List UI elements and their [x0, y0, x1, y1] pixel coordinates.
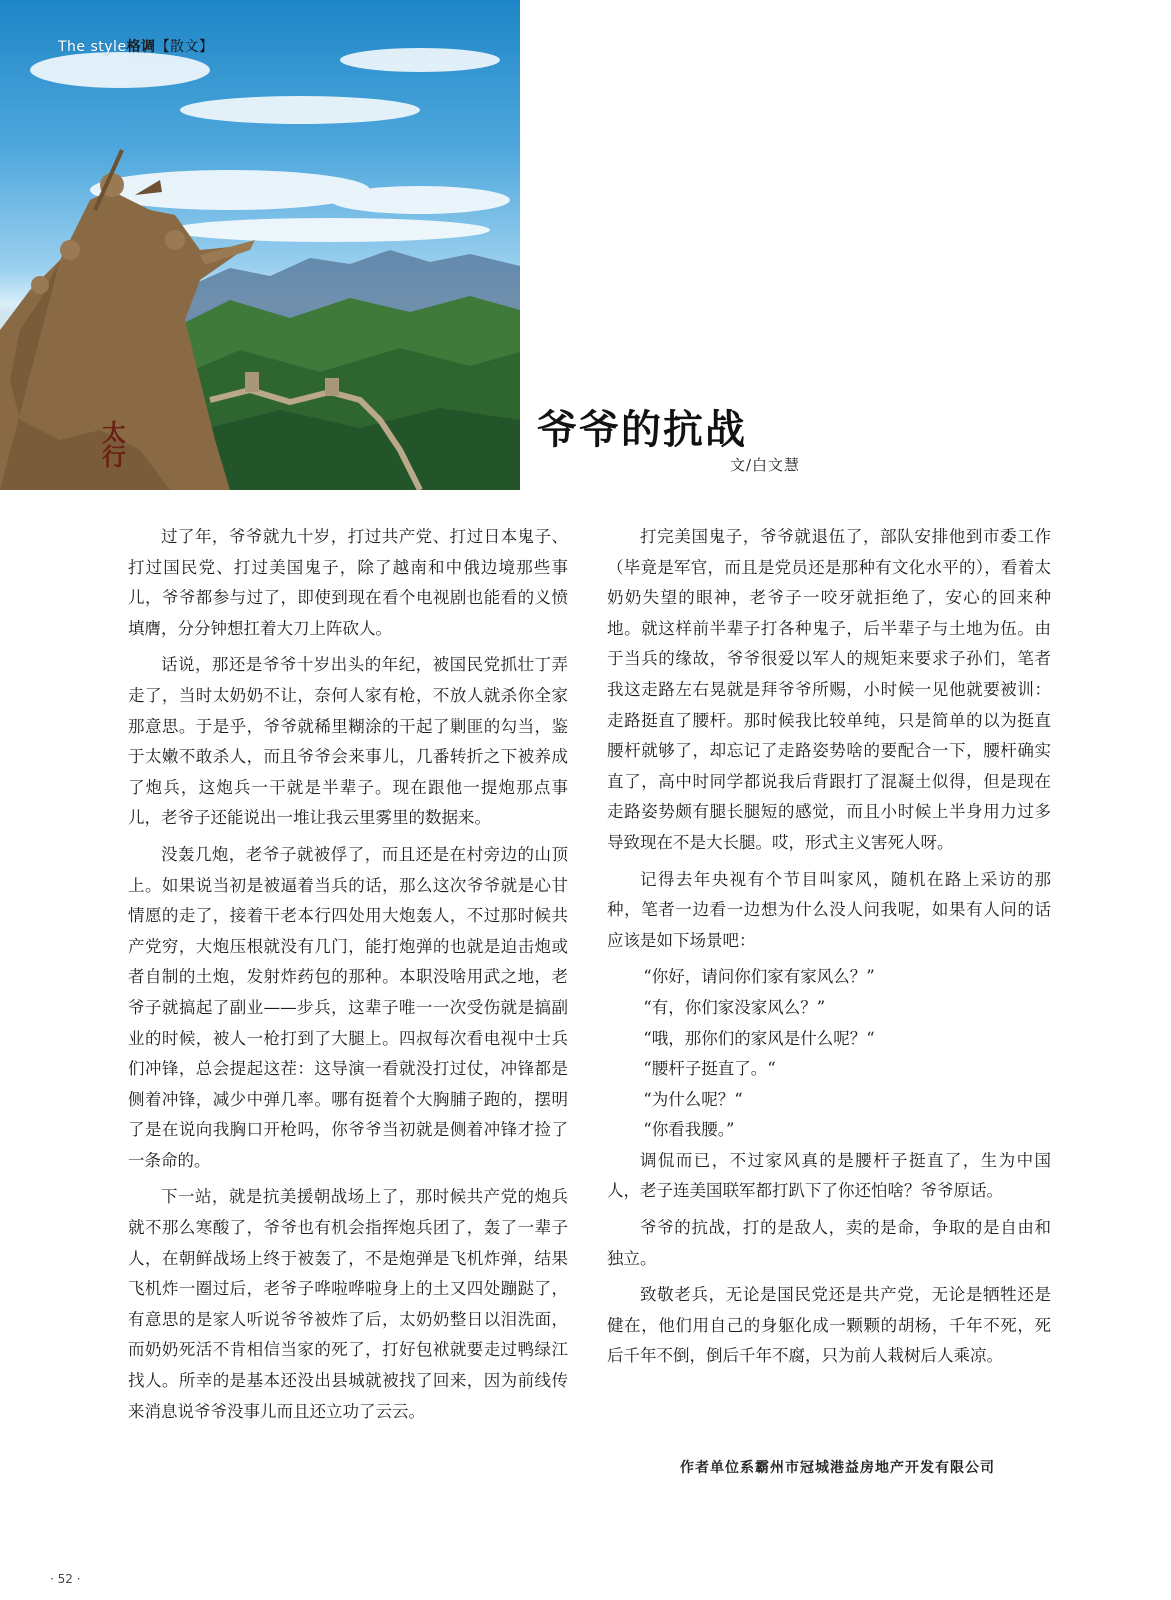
article-byline: 文/白文慧 — [730, 456, 801, 474]
dialogue-line: “有，你们家没家风么？” — [643, 997, 826, 1017]
dialogue-line: “你好，请问你们家有家风么？” — [643, 967, 875, 987]
paragraph: 话说，那还是爷爷十岁出头的年纪，被国民党抓壮丁弄走了，当时太奶奶不让，奈何人家有枪，不放人就杀你全家那意思。于是乎，爷爷就稀里糊涂的干起了剿匪的勾当，鉴于太嫩不敢杀人，而且爷爷会来事儿，几番转折之下被养成了炮兵，这炮兵一干就是半辈子。现在跟他一提炮那点事儿，老爷子还能说出一堆让我云里雾里的数据来。 — [128, 655, 568, 828]
paragraph: 致敬老兵，无论是国民党还是共产党，无论是牺牲还是健在，他们用自己的身躯化成一颗颗的胡杨，千年不死，死后千年不倒，倒后千年不腐，只为前人栽树后人乘凉。 — [607, 1285, 1051, 1366]
section-tag — [58, 36, 214, 56]
paragraph: 过了年，爷爷就九十岁，打过共产党、打过日本鬼子、打过国民党、打过美国鬼子，除了越南和中俄边境那些事儿，爷爷都参与过了，即使到现在看个电视剧也能看的义愤填膺，分分钟想扛着大刀上阵砍人。 — [128, 527, 568, 638]
paragraph: 下一站，就是抗美援朝战场上了，那时候共产党的炮兵就不那么寒酸了，爷爷也有机会指挥炮兵团了，轰了一辈子人，在朝鲜战场上终于被轰了，不是炮弹是飞机炸弹，结果飞机炸一圈过后，老爷子哗啦哗啦身上的土又四处蹦跶了，有意思的是家人听说爷爷被炸了后，太奶奶整日以泪洗面，而奶奶死活不肯相信当家的死了，打好包袱就要走过鸭绿江找人。所幸的是基本还没出县城就被找了回来，因为前线传来消息说爷爷没事儿而且还立功了云云。 — [128, 1187, 568, 1421]
page-number: · 52 · — [50, 1572, 81, 1586]
dialogue-line: “你看我腰。” — [643, 1120, 735, 1140]
paragraph: 爷爷的抗战，打的是敌人，卖的是命，争取的是自由和独立。 — [607, 1218, 1051, 1268]
paragraph: 没轰几炮，老爷子就被俘了，而且还是在村旁边的山顶上。如果说当初是被逼着当兵的话，那么这次爷爷就是心甘情愿的走了，接着干老本行四处用大炮轰人，不过那时候共产党穷，大炮压根就没有几门，能打炮弹的也就是迫击炮或者自制的土炮，发射炸药包的那种。本职没啥用武之地，老爷子就搞起了副业——步兵，这辈子唯一一次受伤就是搞副业的时候，被人一枪打到了大腿上。四叔每次看电视中士兵们冲锋，总会提起这茬：这导演一看就没打过仗，冲锋都是侧着冲锋，减少中弹几率。哪有挺着个大胸脯子跑的，摆明了是在说向我胸口开枪吗，你爷爷当初就是侧着冲锋才捡了一条命的。 — [128, 844, 568, 1170]
dialogue-line: “腰杆子挺直了。“ — [643, 1059, 776, 1079]
paragraph: 调侃而已，不过家风真的是腰杆子挺直了，生为中国人，老子连美国联军都打趴下了你还怕啥？爷爷原话。 — [607, 1150, 1051, 1201]
dialogue-line: “哦，那你们的家风是什么呢？“ — [643, 1028, 875, 1048]
right-column — [607, 522, 1051, 1378]
hero-illustration — [0, 0, 520, 490]
article-title: 爷爷的抗战 — [537, 406, 747, 453]
statue-inscription: 太行 — [97, 420, 127, 468]
paragraph: 记得去年央视有个节目叫家风，随机在路上采访的那种，笔者一边看一边想为什么没人问我呢，如果有人问的话应该是如下场景吧： — [607, 869, 1051, 950]
paragraph: 打完美国鬼子，爷爷就退伍了，部队安排他到市委工作（毕竟是军官，而且是党员还是那种有文化水平的），看着太奶奶失望的眼神，老爷子一咬牙就拒绝了，安心的回来种地。就这样前半辈子打各种鬼子，后半辈子与土地为伍。由于当兵的缘故，爷爷很爱以军人的规矩来要求子孙们，笔者我这走路左右晃就是拜爷爷所赐，小时候一见他就要被训：走路挺直了腰杆。那时候我比较单纯，只是简单的以为挺直腰杆就够了，却忘记了走路姿势啥的要配合一下，腰杆确实直了，高中时同学都说我后背跟打了混凝土似得，但是现在走路姿势颇有腿长腿短的感觉，而且小时候上半身用力过多导致现在不是大长腿。哎，形式主义害死人呀。 — [607, 527, 1051, 852]
author-affiliation: 作者单位系霸州市冠城港益房地产开发有限公司 — [680, 1460, 995, 1476]
section-tag-zh: 格调 — [126, 39, 156, 55]
dialogue-line: “为什么呢？“ — [643, 1089, 743, 1109]
hero-image — [0, 0, 520, 490]
section-category: 【散文】 — [155, 39, 214, 55]
section-tag-en: The style — [58, 39, 127, 55]
left-column — [128, 522, 568, 1433]
